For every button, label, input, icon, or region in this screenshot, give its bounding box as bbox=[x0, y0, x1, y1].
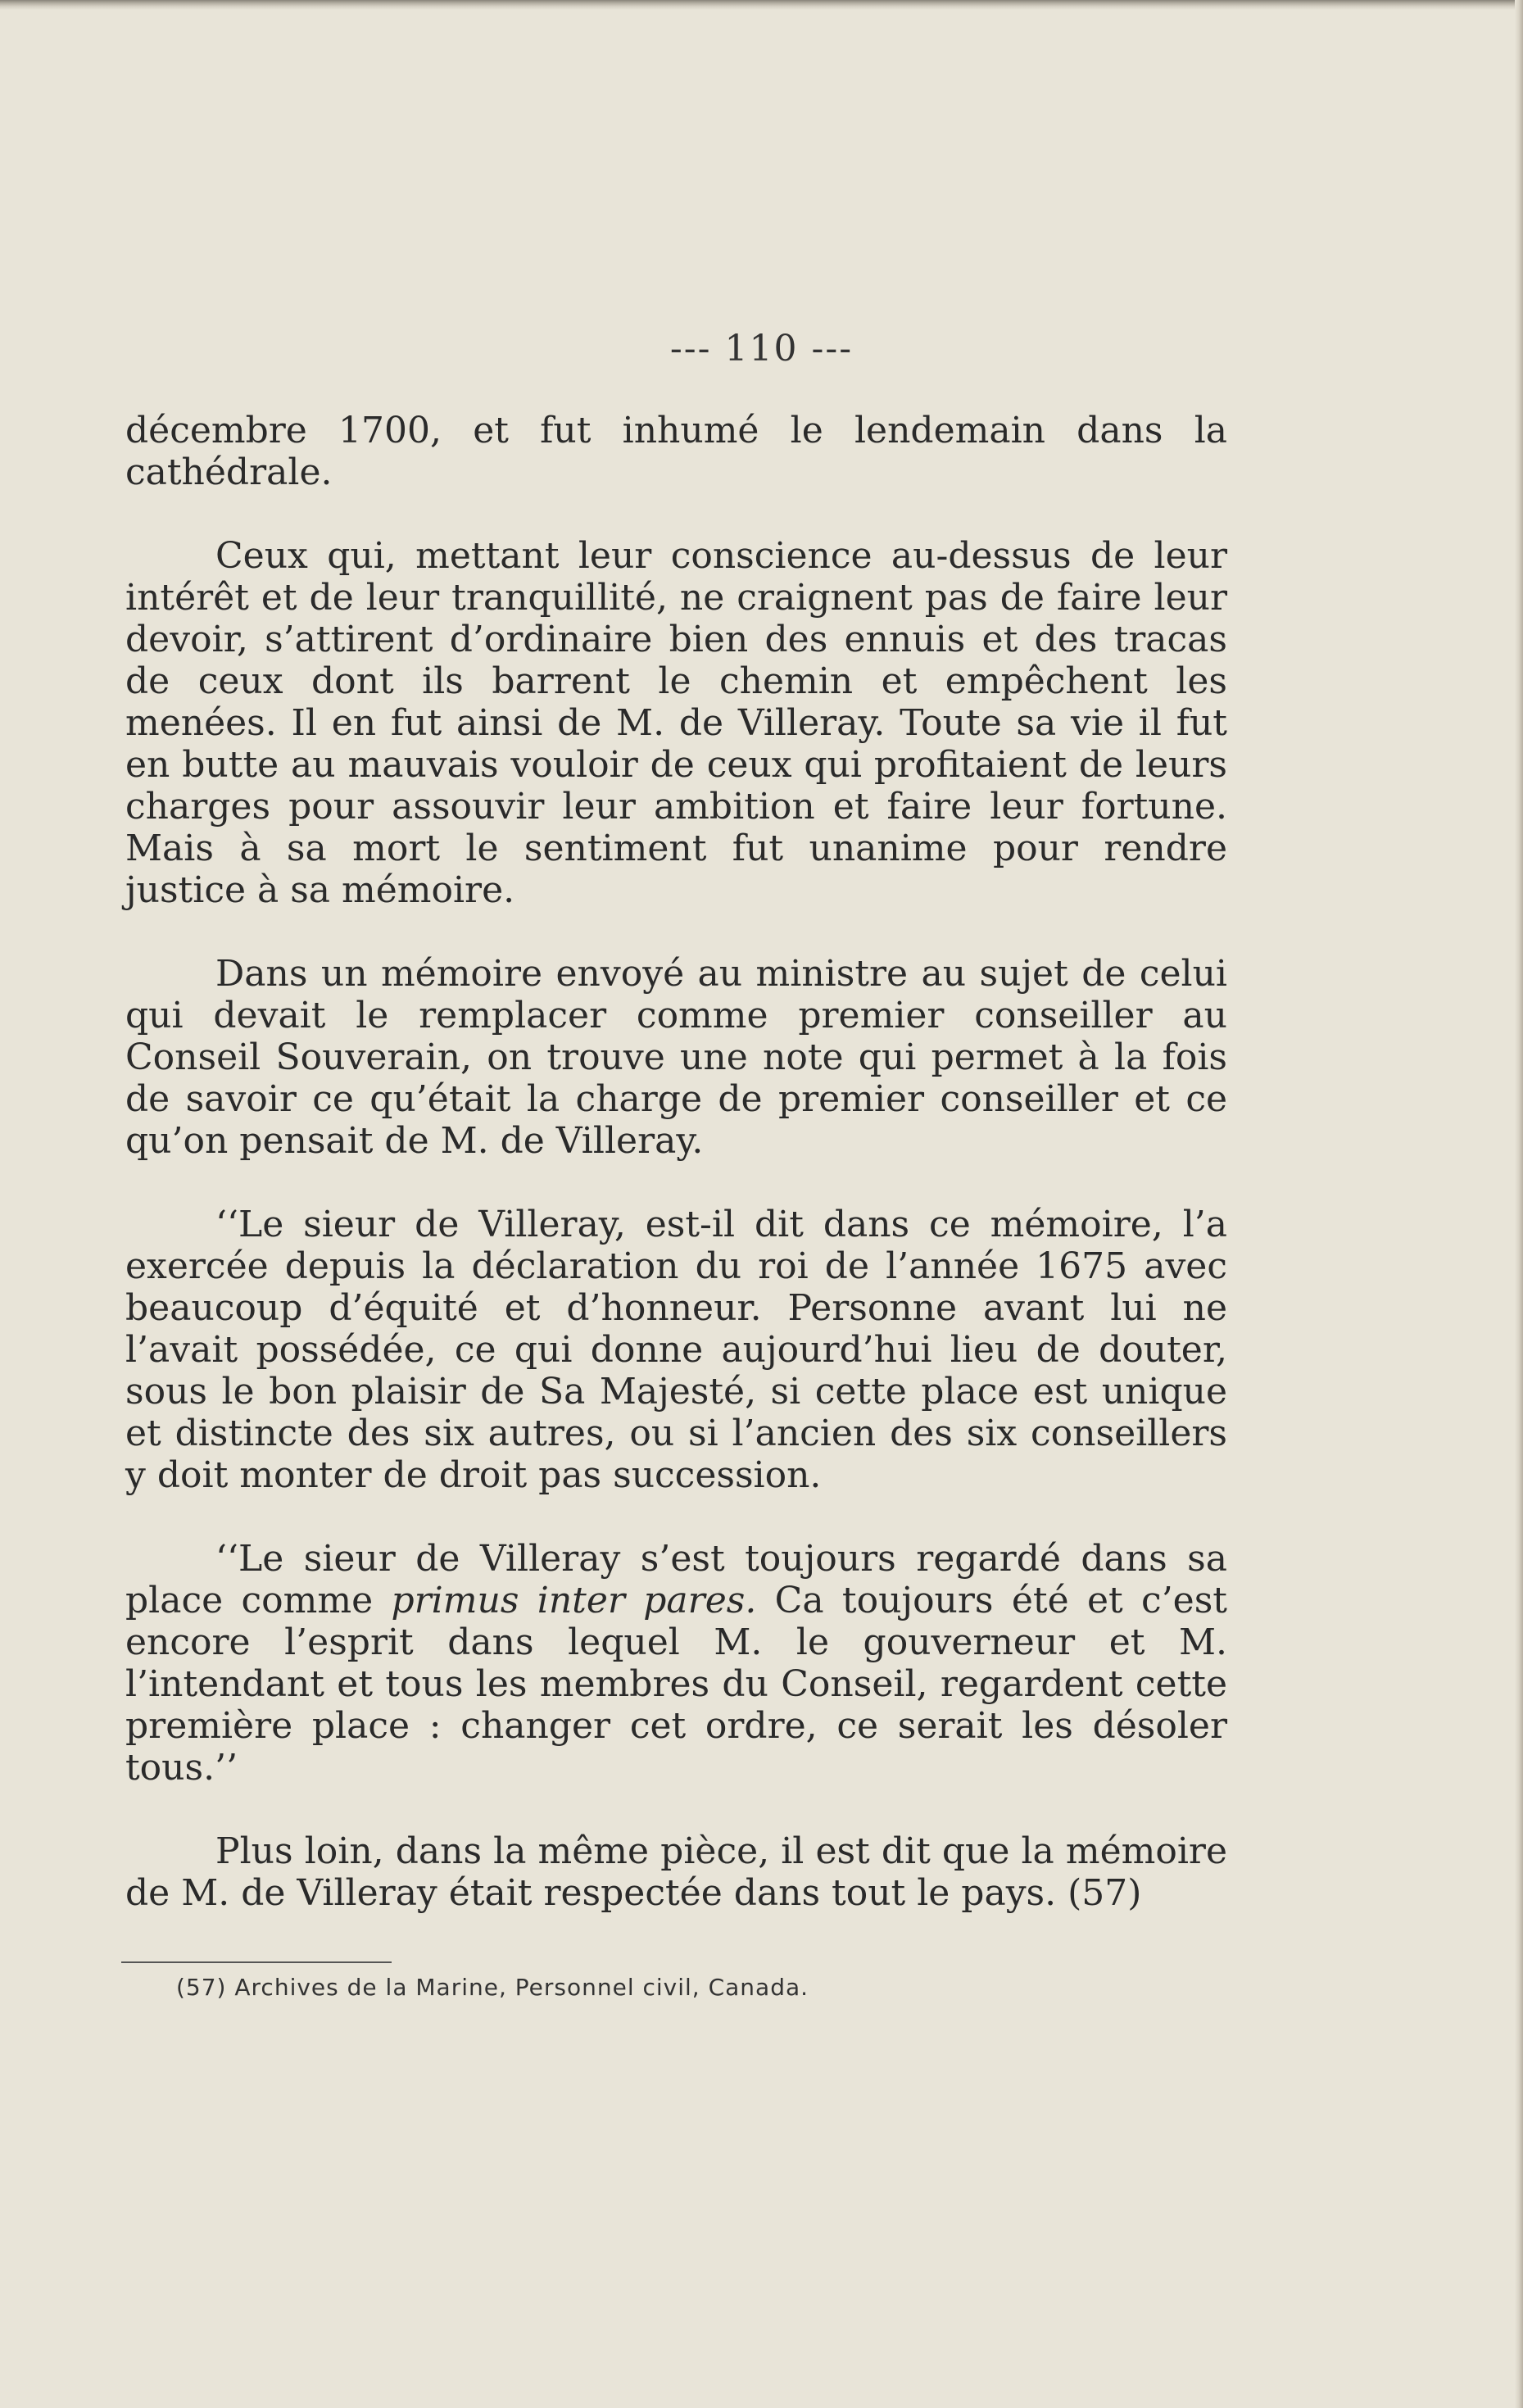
body-text bbox=[125, 410, 1227, 1914]
quote-second-end: Ca toujours été et c’est encore l’esprit dans lequel M. le gouverneur et M. l’intendant et tous les membres du Conseil, regardent cette première place : changer cet ordre, ce serait les désoler tous.’’ bbox=[125, 1580, 1227, 1789]
footnote: (57) Archives de la Marine, Personnel civil, Canada. bbox=[176, 1974, 809, 2001]
paragraph-quote-second bbox=[125, 1538, 1227, 1789]
quote-second-start: ‘‘Le sieur de Villeray s’est toujours regardé dans sa place comme bbox=[125, 1538, 1227, 1621]
paragraph-continuation: décembre 1700, et fut inhumé le lendemain dans la cathédrale. bbox=[125, 410, 1227, 493]
paragraph-plus-loin: Plus loin, dans la même pièce, il est dit que la mémoire de M. de Villeray était respectée dans tout le pays. (57) bbox=[125, 1830, 1227, 1914]
page-top-edge bbox=[0, 0, 1523, 10]
paragraph-quote-first: ‘‘Le sieur de Villeray, est-il dit dans ce mémoire, l’a exercée depuis la déclaration du roi de l’année 1675 avec beaucoup d’équité et d’honneur. Personne avant lui ne l’avait possédée, ce qui donne aujourd’hui lieu de douter, sous le bon plaisir de Sa Majesté, si cette place est unique et distincte des six autres, ou si l’ancien des six conseillers y doit monter de droit pas succession. bbox=[125, 1204, 1227, 1496]
latin-phrase: primus inter pares. bbox=[391, 1580, 757, 1621]
paragraph-memoire: Dans un mémoire envoyé au ministre au sujet de celui qui devait le remplacer comme premier conseiller au Conseil Souverain, on trouve une note qui permet à la fois de savoir ce qu’était la charge de premier conseiller et ce qu’on pensait de M. de Villeray. bbox=[125, 953, 1227, 1162]
footnote-divider bbox=[121, 1961, 392, 1963]
paragraph-conscience: Ceux qui, mettant leur conscience au-dessus de leur intérêt et de leur tranquillité, ne craignent pas de faire leur devoir, s’attirent d’ordinaire bien des ennuis et des tracas de ceux dont ils barrent le chemin et empêchent les menées. Il en fut ainsi de M. de Villeray. Toute sa vie il fut en butte au mauvais vouloir de ceux qui profitaient de leurs charges pour assouvir leur ambition et faire leur fortune. Mais à sa mort le sentiment fut unanime pour rendre justice à sa mémoire. bbox=[125, 535, 1227, 911]
page-number: --- 110 --- bbox=[669, 328, 854, 370]
